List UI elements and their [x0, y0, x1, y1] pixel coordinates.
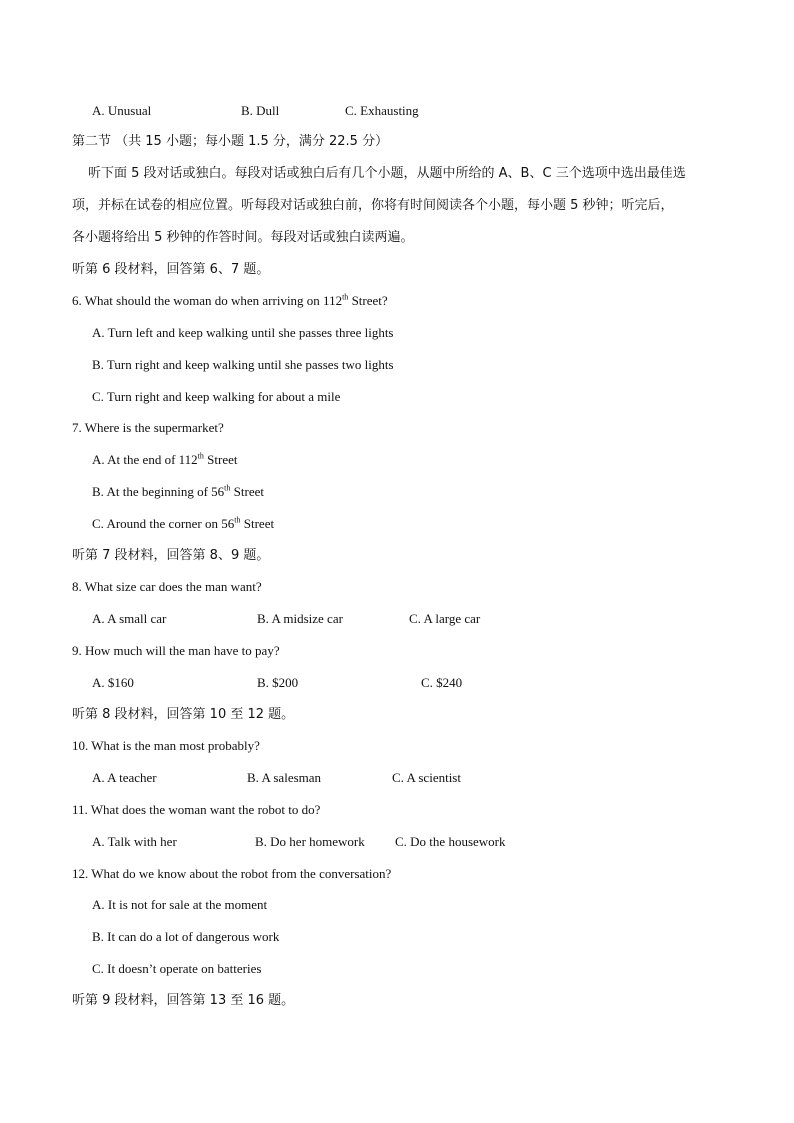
top-option-a: A. Unusual: [92, 103, 152, 118]
q7-option-a: A. At the end of 112th Street: [92, 451, 238, 467]
group-label: 听第 7 段材料，回答第 8、9 题。: [72, 548, 270, 563]
top-option-c: C. Exhausting: [345, 103, 419, 118]
section-heading: 第二节 （共 15 小题；每小题 1.5 分，满分 22.5 分）: [72, 134, 389, 149]
q6-option-a: A. Turn left and keep walking until she passes three lights: [92, 325, 394, 340]
q12-option-c: C. It doesn’t operate on batteries: [92, 961, 262, 976]
group-label: 听第 6 段材料，回答第 6、7 题。: [72, 262, 270, 277]
question-12: 12. What do we know about the robot from the conversation?: [72, 866, 392, 881]
q10-option-a: A. A teacher: [92, 770, 157, 785]
q10-option-c: C. A scientist: [392, 770, 461, 785]
question-9: 9. How much will the man have to pay?: [72, 643, 280, 658]
q7-option-c: C. Around the corner on 56th Street: [92, 515, 275, 531]
question-7: 7. Where is the supermarket?: [72, 420, 224, 435]
instruction-line-3: 各小题将给出 5 秒钟的作答时间。每段对话或独白读两遍。: [72, 230, 414, 245]
q12-option-b: B. It can do a lot of dangerous work: [92, 929, 280, 944]
q10-option-b: B. A salesman: [247, 770, 322, 785]
question-8: 8. What size car does the man want?: [72, 579, 262, 594]
instruction-line-1: 听下面 5 段对话或独白。每段对话或独白后有几个小题，从题中所给的 A、B、C 三个选项中选出最佳选: [88, 166, 686, 181]
question-10: 10. What is the man most probably?: [72, 738, 260, 753]
question-6: 6. What should the woman do when arriving on 112th Street?: [72, 292, 388, 308]
q9-option-b: B. $200: [257, 675, 299, 690]
q11-option-c: C. Do the housework: [395, 834, 506, 849]
question-11: 11. What does the woman want the robot to do?: [72, 802, 321, 817]
q6-option-c: C. Turn right and keep walking for about a mile: [92, 389, 341, 404]
q7-option-b: B. At the beginning of 56th Street: [92, 483, 264, 499]
instruction-line-2: 项，并标在试卷的相应位置。听每段对话或独白前，你将有时间阅读各个小题，每小题 5 秒钟；听完后，: [72, 198, 674, 213]
q6-option-b: B. Turn right and keep walking until she passes two lights: [92, 357, 394, 372]
q8-option-b: B. A midsize car: [257, 611, 343, 626]
q11-option-b: B. Do her homework: [255, 834, 365, 849]
group-label: 听第 9 段材料，回答第 13 至 16 题。: [72, 993, 295, 1008]
q12-option-a: A. It is not for sale at the moment: [92, 897, 268, 912]
q9-option-a: A. $160: [92, 675, 134, 690]
q8-option-a: A. A small car: [92, 611, 167, 626]
top-option-b: B. Dull: [241, 103, 280, 118]
q8-option-c: C. A large car: [409, 611, 481, 626]
q9-option-c: C. $240: [421, 675, 463, 690]
group-label: 听第 8 段材料，回答第 10 至 12 题。: [72, 707, 295, 722]
q11-option-a: A. Talk with her: [92, 834, 177, 849]
